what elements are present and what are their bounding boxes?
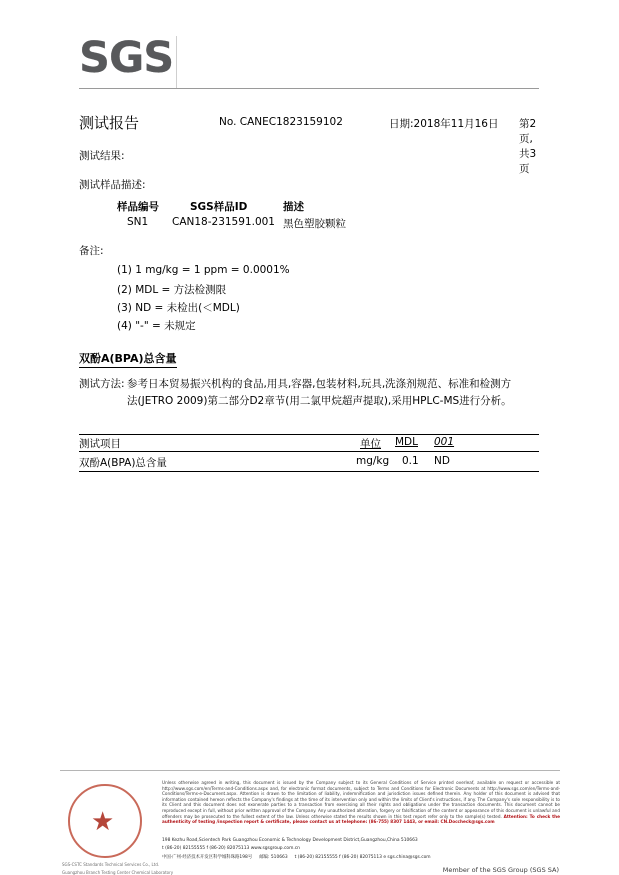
result-cell-mdl: 0.1 (402, 455, 419, 467)
footer-address-cn (162, 855, 560, 861)
notes-label: 备注: (79, 245, 104, 257)
footer-rule (60, 770, 560, 771)
result-cell-item: 双酚A(BPA)总含量 (79, 457, 167, 469)
logo-divider (176, 36, 177, 88)
note-item: (2) MDL = 方法检测限 (117, 284, 227, 296)
results-label: 测试结果: (79, 150, 125, 162)
section-heading-bpa: 双酚A(BPA)总含量 (79, 350, 177, 368)
page-number: 第2页,共3页 (519, 118, 537, 175)
result-header-item: 测试项目 (79, 438, 121, 450)
footer-disclaimer (162, 780, 560, 825)
sample-table-cell-sgsid: CAN18-231591.001 (172, 216, 275, 228)
sample-table-cell-desc: 黑色塑胶颗粒 (283, 218, 346, 230)
test-method-line: 法(JETRO 2009)第二部分D2章节(用二氯甲烷超声提取),采用HPLC-MS进行分析。 (127, 395, 512, 407)
result-table-mid-rule (79, 451, 539, 452)
footer-contact-en: t (86-20) 82155555 f (86-20) 82075113 www.sgsgroup.com.cn (162, 846, 300, 851)
result-cell-value: ND (434, 455, 450, 467)
footer-address-cn-text: 中国·广州·经济技术开发区科学城科珠路198号 (162, 855, 253, 860)
sample-table-header-desc: 描述 (283, 201, 304, 213)
result-table-top-rule (79, 434, 539, 435)
company-stamp (62, 782, 174, 875)
sample-description-label: 测试样品描述: (79, 179, 146, 191)
note-item: (3) ND = 未检出(＜MDL) (117, 302, 240, 314)
result-table-bottom-rule (79, 471, 539, 472)
disclaimer-text: Unless otherwise agreed in writing, this document is issued by the Company subject to its General Conditions of Service printed overleaf, available on request or accessible at http://www.sgs.com/en/Terms-and-Conditions.aspx and, for electronic format documents, subject to Terms and Conditions for Electronic Documents at http://www.sgs.com/en/Terms-and-Conditions/Terms-e-Document.aspx. Attention is drawn to the limitation of liability, indemnification and jurisdiction issues defined therein. Any holder of this document is advised that information contained hereon reflects the Company's findings at the time of its intervention only and within the limits of Client's instructions, if any. The Company's sole responsibility is to its Client and this document does not exonerate parties to a transaction from exercising all their rights and obligations under the transaction documents. This document cannot be reproduced except in full, without prior written approval of the Company. Any unauthorized alteration, forgery or falsification of the content or appearance of this document is unlawful and offenders may be prosecuted to the fullest extent of the law. Unless otherwise stated the results shown in this test report refer only to the sample(s) tested. (162, 780, 560, 819)
attention-text: Attention: To check the authenticity of testing /inspection report & certificate, please contact us at telephone: (86-755) 8307 1443, or email: CN.Doccheck@sgs.com (162, 813, 560, 825)
sample-table-header-id: 样品编号 (117, 201, 159, 213)
report-date: 日期:2018年11月16日 (389, 118, 499, 130)
footer-address-en: 198 Kezhu Road,Scientech Park Guangzhou Economic & Technology Development District,Guangzhou,China 510663 (162, 838, 418, 843)
header-rule (79, 88, 539, 89)
stamp-caption-line1: SGS-CSTC Standards Technical Services Co., Ltd. (62, 862, 160, 867)
sample-table-cell-id: SN1 (127, 216, 149, 228)
sgs-logo-text: SGS (79, 33, 174, 83)
result-header-sampleid: 001 (434, 436, 455, 448)
report-number: No. CANEC1823159102 (219, 116, 343, 128)
test-method-line: 参考日本贸易振兴机构的食品,用具,容器,包装材料,玩具,洗涤剂规范、标准和检测方 (127, 378, 512, 390)
page-title: 测试报告 (79, 114, 140, 132)
stamp-caption-line2: Guangzhou Branch Testing Center Chemical Laboratory (62, 870, 174, 875)
test-method-label: 测试方法: (79, 378, 125, 390)
footer-contact-cn: t (86-20) 82155555 f (86-20) 82075113 e sgs.china@sgs.com (294, 855, 431, 860)
note-item: (1) 1 mg/kg = 1 ppm = 0.0001% (117, 264, 290, 276)
sample-table-header-sgsid: SGS样品ID (190, 201, 248, 213)
result-cell-unit: mg/kg (356, 455, 390, 467)
footer-postcode: 邮编: 510663 (259, 855, 288, 860)
footer-member: Member of the SGS Group (SGS SA) (442, 866, 559, 874)
sgs-logo (79, 33, 189, 88)
result-header-unit: 单位 (360, 438, 381, 450)
note-item: (4) "-" = 未规定 (117, 320, 196, 332)
result-header-mdl: MDL (395, 436, 418, 448)
